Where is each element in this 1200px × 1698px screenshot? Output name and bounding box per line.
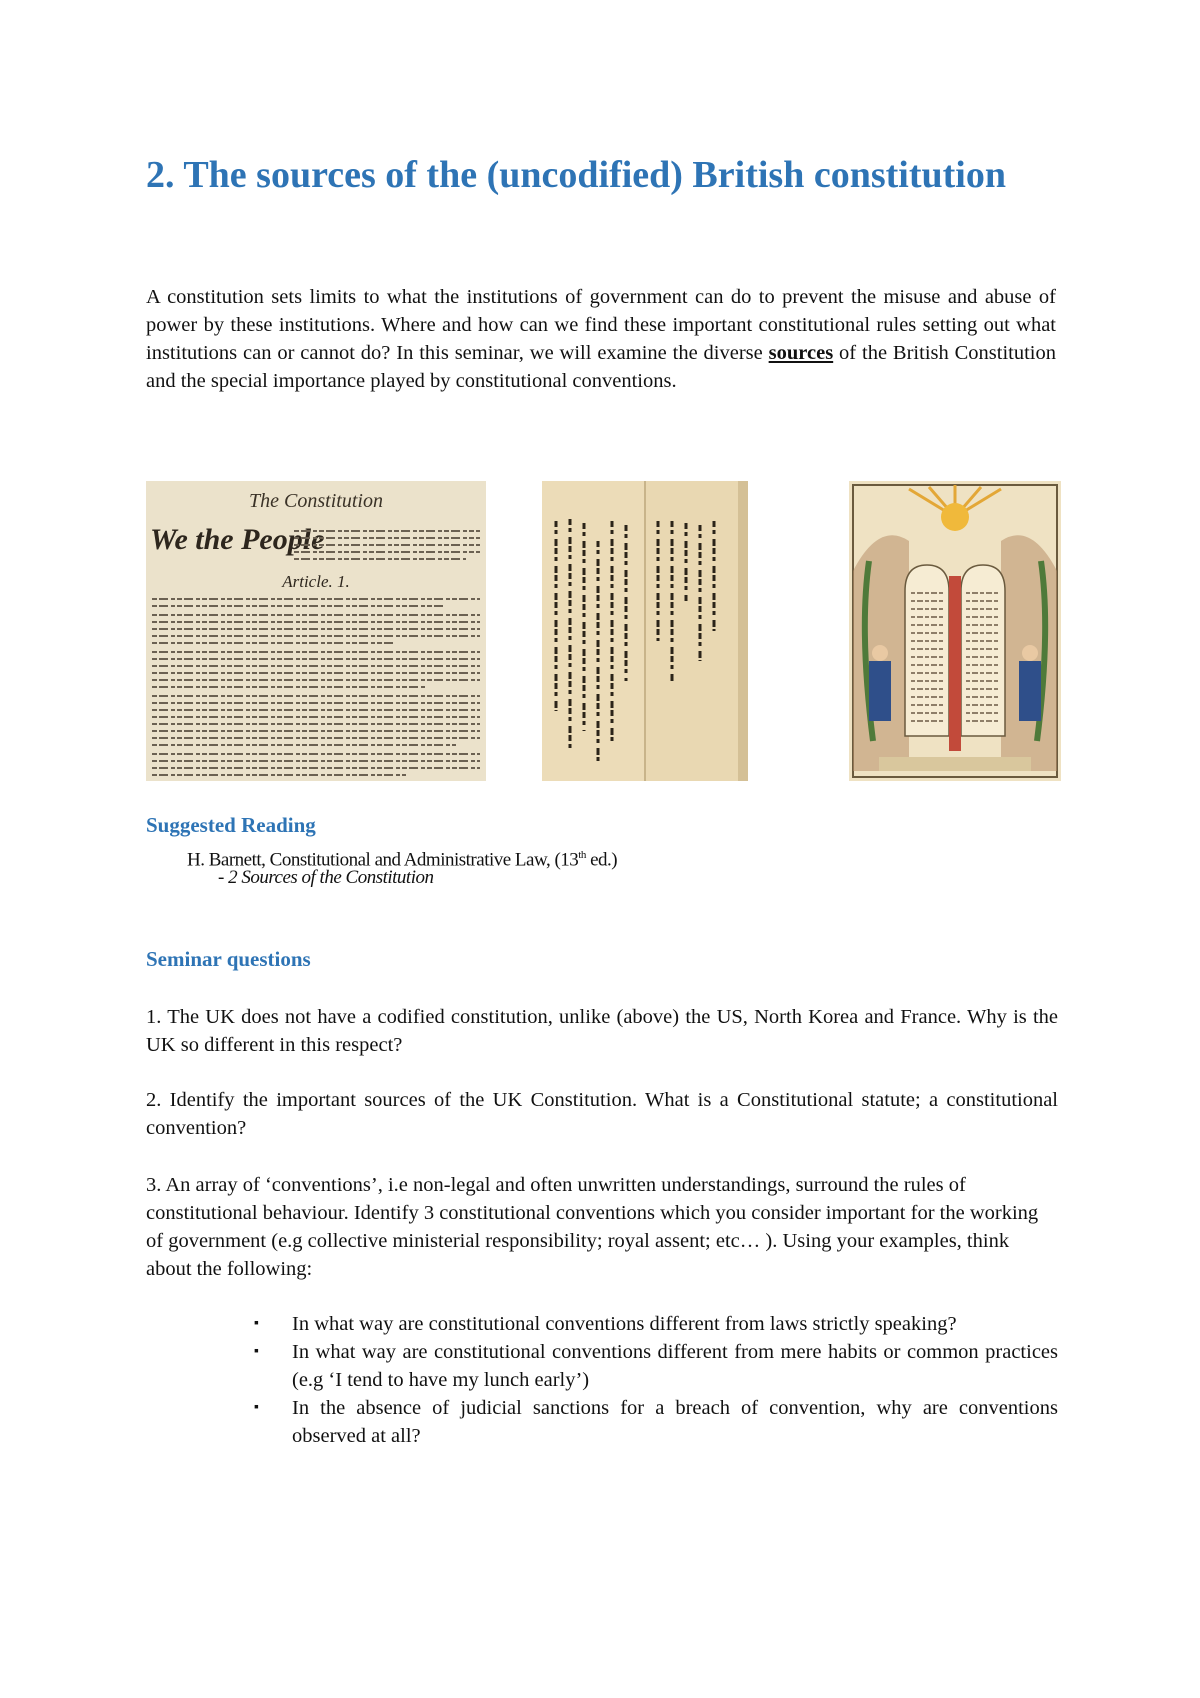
us-constitution-image <box>146 481 486 781</box>
north-korea-document-illustration <box>542 481 748 781</box>
reading-edition-superscript: th <box>578 849 586 861</box>
us-constitution-heading: The Constitution <box>249 490 383 512</box>
question-2: 2. Identify the important sources of the UK Constitution. What is a Constitutional statute; a constitutional convention? <box>146 1089 1058 1139</box>
north-korea-constitution-image <box>542 481 748 781</box>
intro-text-before: A constitution sets limits to what the institutions of government can do to prevent the misuse and abuse of power by these institutions. Where and how can we find these important constitutional rules setting out what institutions can or cannot do? In this seminar, we will examine the diverse <box>146 286 1056 364</box>
france-declaration-image <box>849 481 1061 781</box>
list-item <box>254 1310 1058 1338</box>
intro-paragraph <box>146 283 1056 395</box>
question-3-bullet-list <box>254 1310 1058 1450</box>
us-constitution-illustration <box>146 481 486 781</box>
intro-text-after: of the British Constitution and the special importance played by constitutional conventions. <box>146 342 1056 392</box>
list-item <box>254 1394 1058 1450</box>
list-item <box>254 1338 1058 1394</box>
us-constitution-article: Article. 1. <box>282 572 350 591</box>
reading-entry-main: H. Barnett, Constitutional and Administrative Law, (13 <box>187 849 579 871</box>
bullet-text: In the absence of judicial sanctions for a breach of convention, why are conventions observed at all? <box>292 1397 1058 1447</box>
square-bullet-icon: ▪ <box>254 1400 259 1415</box>
seminar-questions-heading: Seminar questions <box>146 947 311 971</box>
us-constitution-preamble: We the People <box>150 523 325 556</box>
reading-chapter: - 2 Sources of the Constitution <box>218 867 434 888</box>
question-3: 3. An array of ‘conventions’, i.e non-legal and often unwritten understandings, surround the rules of constitutional behaviour. Identify 3 constitutional conventions which you consider important for the working of government (e.g collective ministerial responsibility; royal assent; etc… ). Using your examples, think about the following: <box>146 1174 1039 1280</box>
france-declaration-illustration <box>849 481 1061 781</box>
bullet-text: In what way are constitutional conventions different from mere habits or common practices (e.g ‘I tend to have my lunch early’) <box>292 1341 1058 1391</box>
intro-emphasis-sources: sources <box>768 342 834 364</box>
suggested-reading-heading: Suggested Reading <box>146 813 316 837</box>
square-bullet-icon: ▪ <box>254 1344 259 1359</box>
bullet-text: In what way are constitutional conventions different from laws strictly speaking? <box>292 1313 957 1335</box>
reading-entry-end: ed.) <box>585 849 618 871</box>
square-bullet-icon: ▪ <box>254 1316 259 1331</box>
question-1: 1. The UK does not have a codified constitution, unlike (above) the US, North Korea and France. Why is the UK so different in this respect? <box>146 1006 1058 1056</box>
page-title: 2. The sources of the (uncodified) British constitution <box>146 154 1006 196</box>
